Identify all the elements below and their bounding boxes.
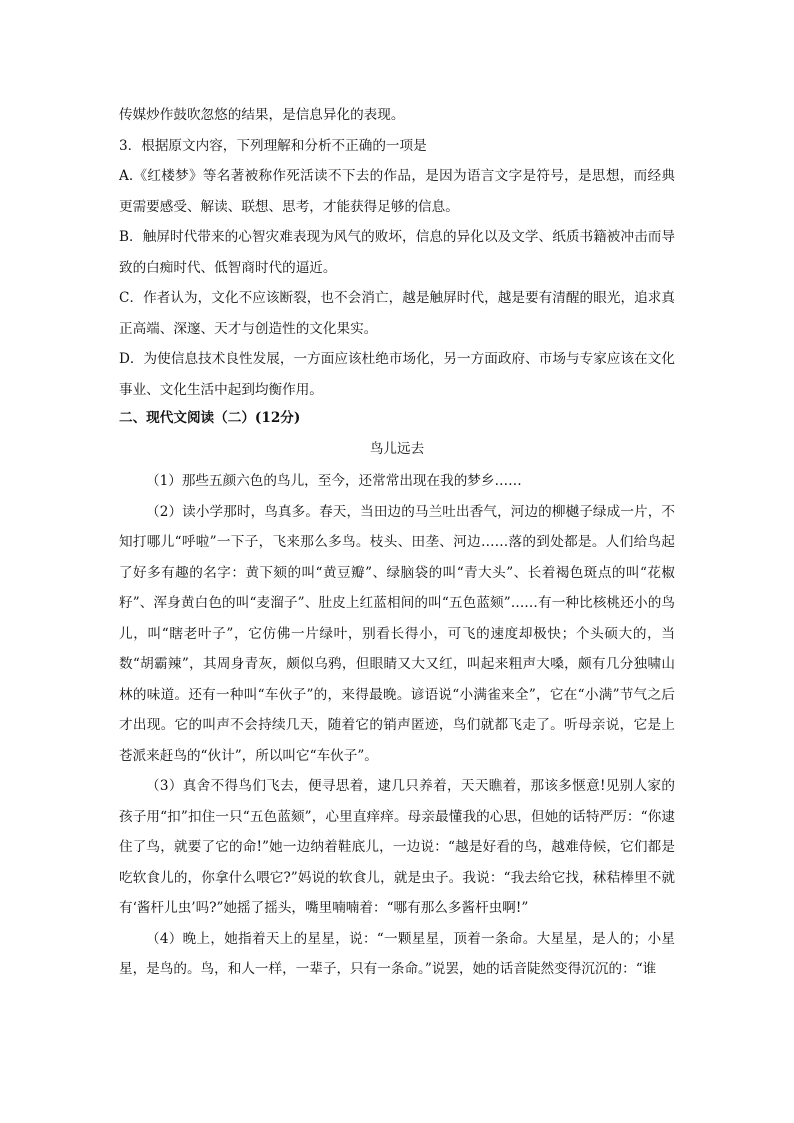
article-title: 鸟儿远去 [369, 441, 425, 457]
section-heading: 二、现代文阅读（二）(12分) [119, 410, 301, 426]
paragraph-intro-end: 传媒炒作鼓吹忽悠的结果，是信息异化的表现。 [119, 107, 405, 123]
option-d: D．为使信息技术良性发展，一方面应该杜绝市场化，另一方面政府、市场与专家应该在文化事业、文化生活中起到均衡作用。 [119, 351, 675, 398]
option-c: C．作者认为，文化不应该断裂，也不会消亡，越是触屏时代，越是要有清醒的眼光，追求真正高端、深邃、天才与创造性的文化果实。 [119, 290, 675, 337]
document-body [119, 100, 675, 985]
article-paragraph-1: （1）那些五颜六色的鸟儿，至今，还常常出现在我的梦乡…… [146, 473, 522, 489]
article-paragraph-2: （2）读小学那时，鸟真多。春天，当田边的马兰吐出香气，河边的柳樾子绿成一片，不知打哪儿“呼啦”一下子，飞来那么多鸟。枝头、田垄、河边……落的到处都是。人们给鸟起了好多有趣的名字：黄下颏的叫“黄豆瓣”、绿脑袋的叫“青大头”、长着褐色斑点的叫“花椒籽”、浑身黄白色的叫“麦溜子”、肚皮上红蓝相间的叫“五色蓝颏”……有一种比核桃还小的鸟儿，叫“瞎老叶子”，它仿佛一片绿叶，别看长得小，可飞的速度却极快；个头硕大的，当数“胡霸辣”，其周身青灰，颇似乌鸦，但眼睛又大又红，叫起来粗声大嗓，颇有几分独啸山林的味道。还有一种叫“车伙子”的，来得最晚。谚语说“小满雀来全”，它在“小满”节气之后才出现。它的叫声不会持续几天，随着它的销声匿迹，鸟们就都飞走了。听母亲说，它是上苍派来赶鸟的“伙计”，所以叫它“车伙子”。 [119, 503, 675, 764]
option-a: A.《红楼梦》等名著被称作死活读不下去的作品，是因为语言文字是符号，是思想，而经典更需要感受、解读、联想、思考，才能获得足够的信息。 [119, 168, 675, 215]
question-3: 3．根据原文内容，下列理解和分析不正确的一项是 [119, 137, 427, 154]
article-paragraph-4: （4）晚上，她指着天上的星星，说：“一颗星星，顶着一条命。大星星，是人的；小星星，是鸟的。鸟，和人一样，一辈子，只有一条命。”说罢，她的话音陡然变得沉沉的：“谁 [119, 930, 675, 977]
option-b: B．触屏时代带来的心智灾难表现为风气的败坏，信息的异化以及文学、纸质书籍被冲击而导致的白痴时代、低智商时代的逼近。 [119, 229, 675, 276]
article-paragraph-3: （3）真舍不得鸟们飞去，便寻思着，逮几只养着，天天瞧着，那该多惬意!见别人家的孩子用“扣”扣住一只“五色蓝颏”，心里直痒痒。母亲最懂我的心思，但她的话特严厉：“你逮住了鸟，就要了它的命!”她一边纳着鞋底儿，一边说：“越是好看的鸟，越难侍候，它们都是吃软食儿的，你拿什么喂它?”妈说的软食儿，就是虫子。我说：“我去给它找，秫秸棒里不就有‘酱杆儿虫’吗?”她摇了摇头，嘴里喃喃着：“哪有那么多酱杆虫啊!” [119, 778, 675, 916]
